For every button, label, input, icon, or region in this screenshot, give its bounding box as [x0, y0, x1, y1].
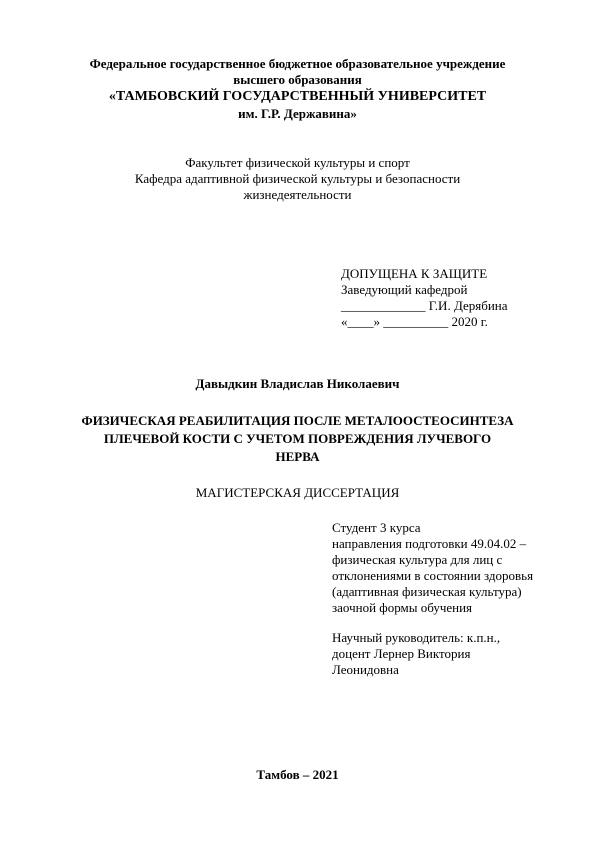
thesis-title-line-3: НЕРВА: [275, 449, 320, 464]
approval-block: [341, 266, 508, 330]
supervisor-line-2: доцент Лернер Виктория: [332, 646, 471, 661]
supervisor-line-1: Научный руководитель: к.п.н.,: [332, 630, 501, 645]
spacer: [332, 616, 533, 630]
institution-line-2: высшего образования: [233, 72, 362, 87]
department-line-1: Кафедра адаптивной физической культуры и безопасности: [134, 171, 461, 186]
city-year: Тамбов – 2021: [256, 767, 339, 782]
student-info-line-1: Студент 3 курса: [332, 520, 421, 535]
approval-role: Заведующий кафедрой: [341, 282, 468, 297]
approval-signature-line: _____________ Г.И. Дерябина: [341, 298, 508, 313]
university-name-line-1: «ТАМБОВСКИЙ ГОСУДАРСТВЕННЫЙ УНИВЕРСИТЕТ: [108, 89, 487, 104]
institution-line-1: Федеральное государственное бюджетное образовательное учреждение: [89, 56, 506, 71]
approval-title: ДОПУЩЕНА К ЗАЩИТЕ: [341, 266, 488, 281]
author-name: Давыдкин Владислав Николаевич: [195, 376, 400, 391]
department-line-2: жизнедеятельности: [243, 187, 352, 202]
university-name-line-2: им. Г.Р. Державина»: [238, 106, 357, 121]
thesis-title-line-1: ФИЗИЧЕСКАЯ РЕАБИЛИТАЦИЯ ПОСЛЕ МЕТАЛООСТЕОСИНТЕЗА: [81, 413, 514, 428]
thesis-title-line-2: ПЛЕЧЕВОЙ КОСТИ С УЧЕТОМ ПОВРЕЖДЕНИЯ ЛУЧЕВОГО: [103, 431, 492, 446]
faculty-name: Факультет физической культуры и спорт: [185, 155, 410, 170]
student-info-line-2: направления подготовки 49.04.02 –: [332, 536, 527, 551]
student-info-line-6: заочной формы обучения: [332, 600, 473, 615]
approval-date-line: «____» __________ 2020 г.: [341, 314, 488, 329]
supervisor-line-3: Леонидовна: [332, 662, 399, 677]
student-info-block: [332, 520, 533, 678]
student-info-line-4: отклонениями в состоянии здоровья: [332, 568, 534, 583]
student-info-line-5: (адаптивная физическая культура): [332, 584, 522, 599]
student-info-line-3: физическая культура для лиц с: [332, 552, 503, 567]
work-type: МАГИСТЕРСКАЯ ДИССЕРТАЦИЯ: [195, 485, 400, 500]
